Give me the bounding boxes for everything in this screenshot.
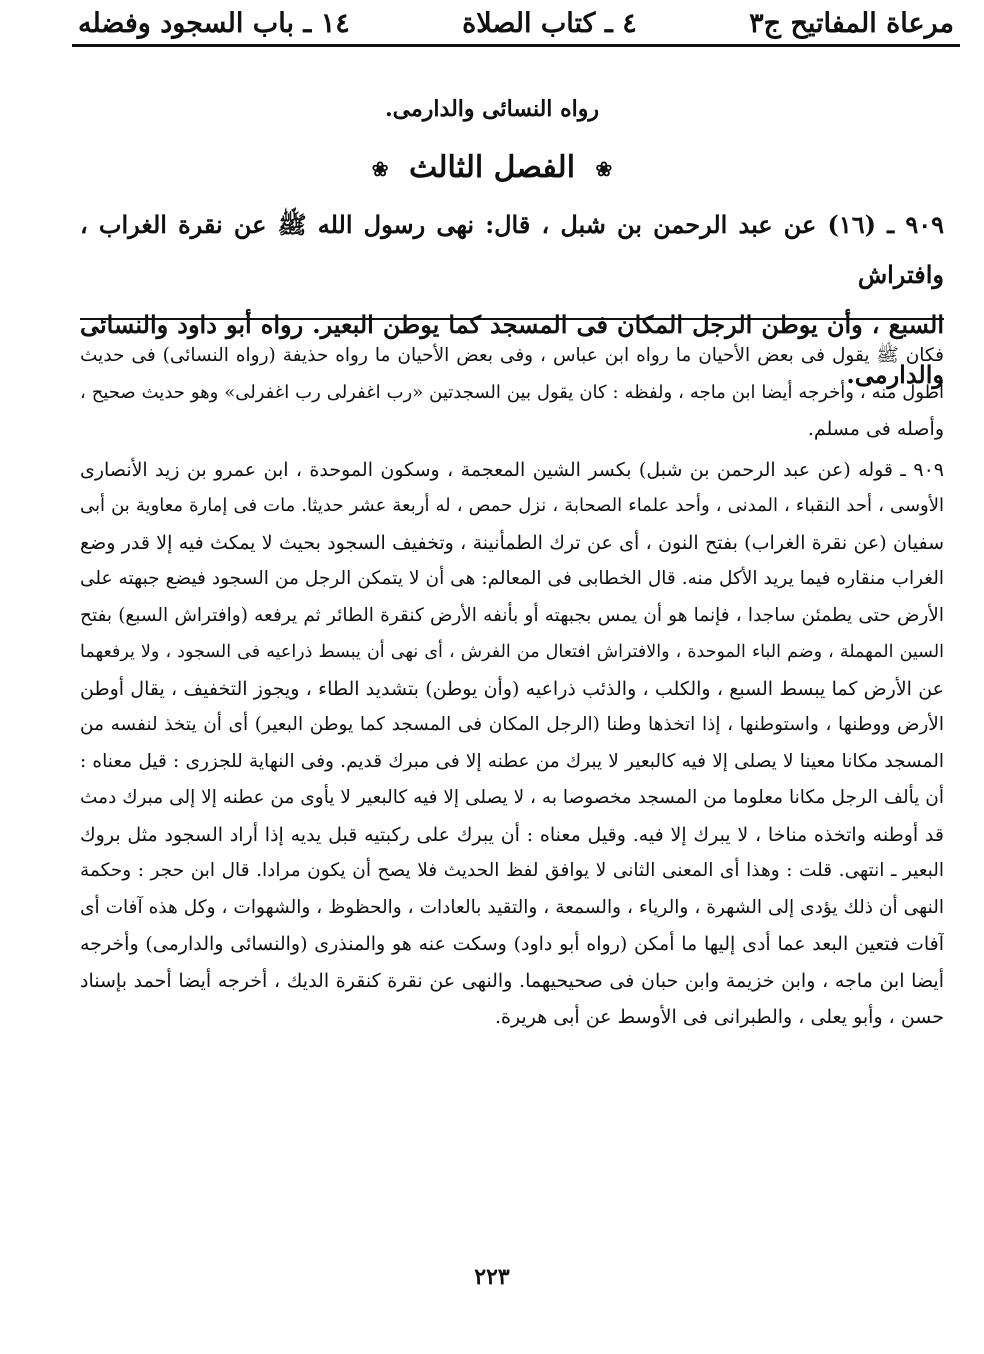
section-heading xyxy=(0,146,984,191)
commentary-line: قد أوطنه واتخذه مناخا ، لا يبرك إلا فيه. وقيل معناه : أن يبرك على ركبتيه قبل يديه إذا أراد السجود مثل بروك xyxy=(80,823,944,846)
commentary-line: الأوسى ، أحد النقباء ، المدنى ، وأحد علماء الصحابة ، نزل حمص ، له أربعة عشر حديثا. مات فى إمارة معاوية بن أبى xyxy=(80,495,944,516)
commentary-line: آفات فتعين البعد عما أدى إليها ما أمكن (رواه أبو داود) وسكت عنه هو والمنذرى (والنسائى والدارمى) وأخرجه xyxy=(80,933,944,955)
header-chapter-title: ٤ ـ كتاب الصلاة xyxy=(462,8,637,39)
narration-line: رواه النسائى والدارمى. xyxy=(385,96,599,122)
hadith-line: ٩٠٩ ـ (١٦) عن عبد الرحمن بن شبل ، قال: نهى رسول الله ﷺ عن نقرة الغراب ، وافتراش xyxy=(80,210,945,289)
commentary-line: عن الأرض كما يبسط السبع ، والكلب ، والذئب ذراعيه (وأن يوطن) بتشديد الطاء ، ويجوز التخفيف ، يقال أوطن xyxy=(80,677,944,700)
hadith-line: السبع ، وأن يوطن الرجل المكان فى المسجد كما يوطن البعير. رواه أبو داود والنسائى والدارمى. xyxy=(80,310,944,389)
commentary-line: حسن ، وأبو يعلى ، والطبرانى فى الأوسط عن أبى هريرة. xyxy=(494,1006,944,1028)
commentary-line: المسجد مكانا معينا لا يصلى إلا فيه كالبعير لا يبرك من عطنه إلا فى مبرك قديم. وفى النهاية للجزرى : قيل معناه : xyxy=(80,750,944,772)
commentary-line: أن يألف الرجل مكانا معلوما من المسجد مخصوصا به ، لا يصلى إلا فيه كالبعير لا يأوى من عطنه إلا إلى مبرك دمث xyxy=(80,787,944,808)
commentary-line: ٩٠٩ ـ قوله (عن عبد الرحمن بن شبل) بكسر الشين المعجمة ، وسكون الموحدة ، ابن عمرو بن زيد الأنصارى xyxy=(80,458,944,481)
commentary-line: وأصله فى مسلم. xyxy=(807,418,944,440)
commentary-line: النهى أن ذلك يؤدى إلى الشهرة ، والرياء ، والسمعة ، والتقيد بالعادات ، والحظوظ ، والشهوات ، وكل هذه آفات أى xyxy=(80,896,944,918)
header-section-title: ١٤ ـ باب السجود وفضله xyxy=(78,8,350,39)
commentary-text xyxy=(80,338,944,1036)
commentary-line: فكان ﷺ يقول فى بعض الأحيان ما رواه ابن عباس ، وفى بعض الأحيان ما رواه حذيفة (رواه النسائى) فى حديث xyxy=(80,345,944,366)
page-number: ٢٢٣ xyxy=(474,1264,510,1290)
commentary-line: السين المهملة ، وضم الباء الموحدة ، والافتراش افتعال من الفرش ، أى نهى أن يبسط ذراعيه فى السجود ، ولا يرفعهما xyxy=(80,642,944,662)
ornament-icon: ❀ xyxy=(371,157,389,181)
running-header xyxy=(78,4,954,44)
section-divider xyxy=(80,318,944,320)
commentary-line: الغراب منقاره فيما يريد الأكل منه. قال الخطابى فى المعالم: هى أن لا يتمكن الرجل من السجود فيضع جبهته على xyxy=(80,568,944,589)
ornament-icon: ❀ xyxy=(595,157,613,181)
commentary-line: أيضا ابن ماجه ، وابن خزيمة وابن حبان فى صحيحيهما. والنهى عن نقرة كنقرة الديك ، أخرجه أيضا أحمد بإسناد xyxy=(80,969,944,992)
section-title: الفصل الثالث xyxy=(408,150,576,185)
commentary-line: البعير ـ انتهى. قلت : وهذا أى المعنى الثانى لا يوافق لفظ الحديث فلا يصح أن يكون مرادا. قال ابن حجر : وحكمة xyxy=(80,860,944,881)
header-rule xyxy=(72,44,960,47)
commentary-line: الأرض حتى يطمئن ساجدا ، فإنما هو أن يمس بجبهته أو بأنفه الأرض كنقرة الطائر ثم يرفعه (وافتراش السبع) بفتح xyxy=(80,604,944,626)
header-book-title: مرعاة المفاتيح ج٣ xyxy=(749,8,954,39)
commentary-line: أطول منه ، وأخرجه أيضا ابن ماجه ، ولفظه : كان يقول بين السجدتين «رب اغفرلى رب اغفرلى» وهو حديث صحيح ، xyxy=(80,381,944,403)
commentary-line: سفيان (عن نقرة الغراب) بفتح النون ، أى عن ترك الطمأنينة ، وتخفيف السجود بحيث لا يمكث فيه إلا قدر وضع xyxy=(80,531,944,554)
commentary-line: الأرض ووطنها ، واستوطنها ، إذا اتخذها وطنا (الرجل المكان فى المسجد كما يوطن البعير) أى أن يتخذ لنفسه من xyxy=(80,714,944,735)
